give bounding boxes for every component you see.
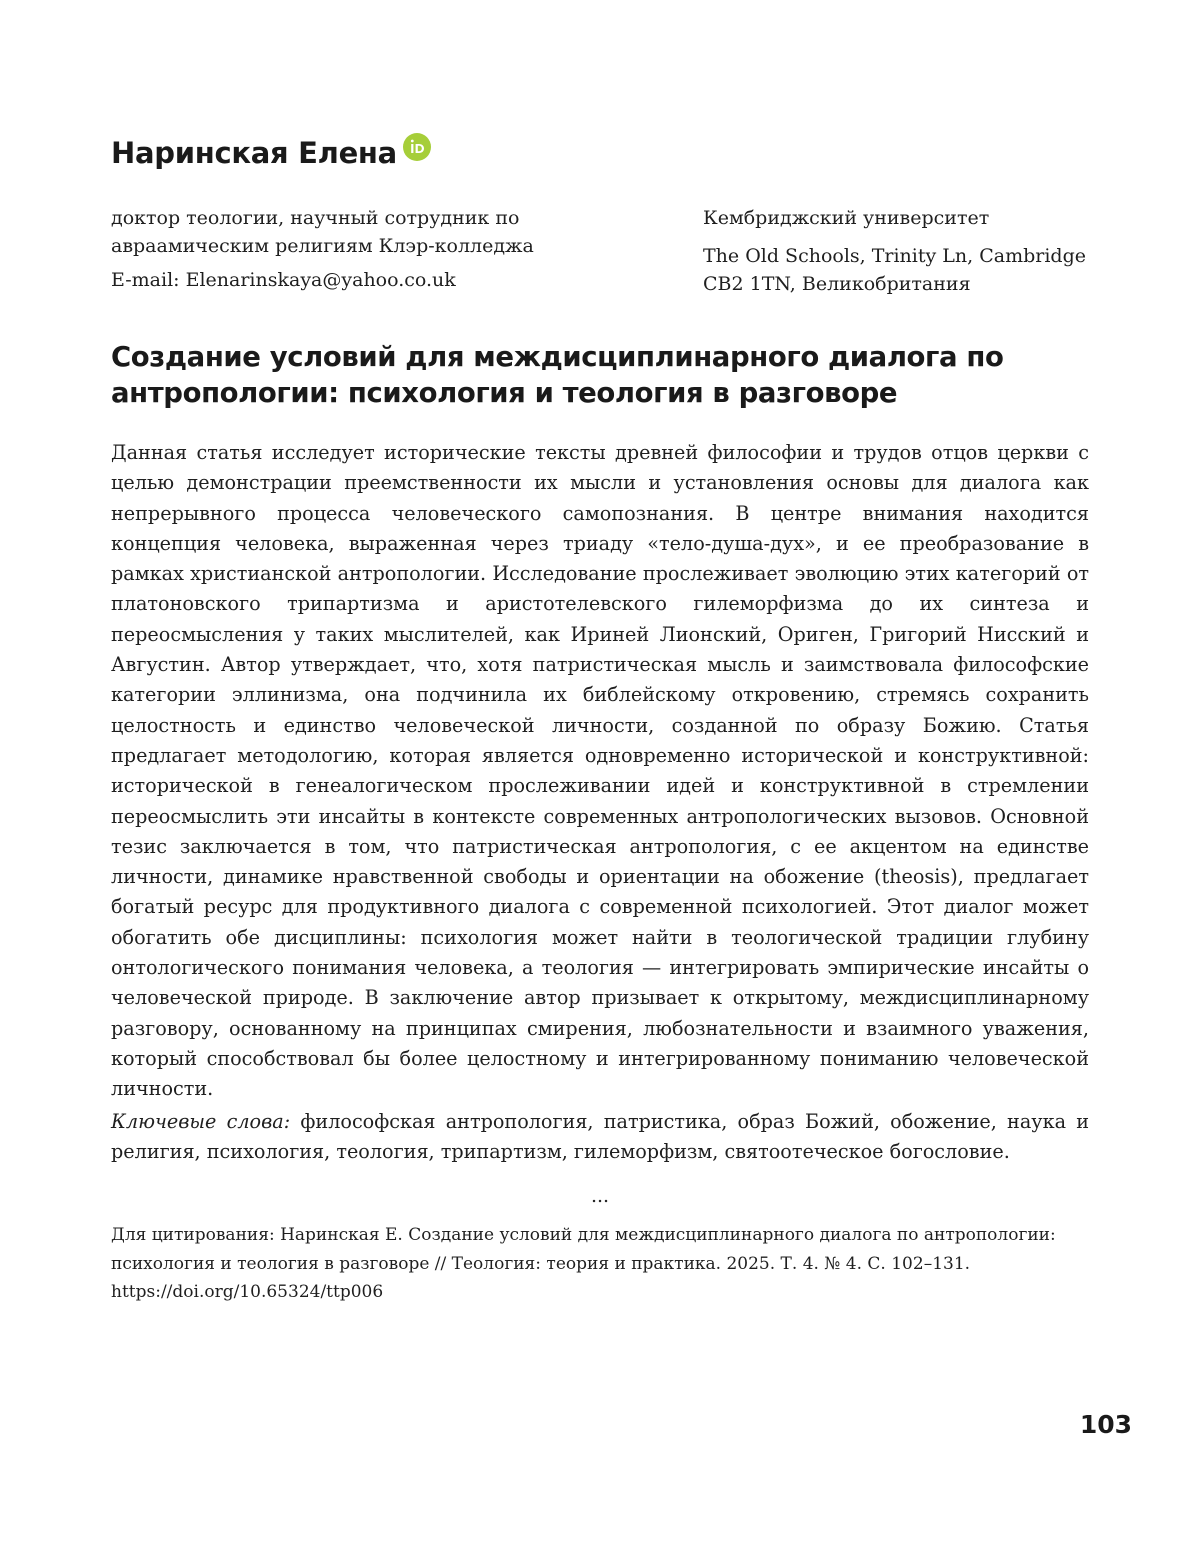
- article-title: Создание условий для междисциплинарного диалога по антропологии: психология и теология в разговоре: [111, 341, 1004, 409]
- author-name: Наринская Елена: [111, 136, 397, 170]
- section-separator: ...: [590, 1185, 610, 1207]
- author-email[interactable]: E-mail: Elenarinskaya@yahoo.co.uk: [111, 269, 456, 291]
- keywords-text: философская антропология, патристика, образ Божий, обожение, наука и религия, психология, теология, трипартизм, гилеморфизм, святоотеческое богословие.: [111, 1110, 1089, 1164]
- address-line-2: CB2 1TN, Великобритания: [703, 273, 971, 295]
- article-abstract: Данная статья исследует исторические тексты древней философии и трудов отцов церкви с целью демонстрации преемственности их мысли и установления основы для диалога как непрерывного процесса человеческого самопознания. В центре внимания находится концепция человека, выраженная через триаду «тело-душа-дух», и ее преобразование в рамках христианской антропологии. Исследование прослеживает эволюцию этих категорий от платоновского трипартизма и аристотелевского гилеморфизма до их синтеза и переосмысления у таких мыслителей, как Ириней Лионский, Ориген, Григорий Нисский и Августин. Автор утверждает, что, хотя патристическая мысль и заимствовала философские категории эллинизма, она подчинила их библейскому откровению, стремясь сохранить целостность и единство человеческой личности, созданной по образу Божию. Статья предлагает методологию, которая является одновременно исторической и конструктивной: исторической в генеалогическом прослеживании идей и конструктивной в стремлении переосмыслить эти инсайты в контексте современных антропологических вызовов. Основной тезис заключается в том, что патристическая антропология, с ее акцентом на единстве личности, динамике нравственной свободы и ориентации на обожение (theosis), предлагает богатый ресурс для продуктивного диалога с современной психологией. Этот диалог может обогатить обе дисциплины: психология может найти в теологической традиции глубину онтологического понимания человека, а теология — интегрировать эмпирические инсайты о человеческой природе. В заключение автор призывает к открытому, междисциплинарному разговору, основанному на принципах смирения, любознательности и взаимного уважения, который способствовал бы более целостному и интегрированному пониманию человеческой личности.: [111, 441, 1089, 1101]
- page-number: 103: [1079, 1410, 1132, 1439]
- keywords: [111, 1107, 1089, 1168]
- keywords-label: Ключевые слова:: [111, 1110, 291, 1133]
- author-institution: [703, 204, 1123, 298]
- author-position-line-2: авраамическим религиям Клэр-колледжа: [111, 235, 534, 257]
- orcid-icon[interactable]: [403, 133, 431, 161]
- citation: Для цитирования: Наринская Е. Создание условий для междисциплинарного диалога по антропологии: психология и теология в разговоре // Теология: теория и практика. 2025. Т. 4. № 4. С. 102–131. https://doi.org/10.65324/ttp006: [111, 1225, 1056, 1302]
- author-header: [111, 134, 431, 172]
- address-line-1: The Old Schools, Trinity Ln, Cambridge: [703, 245, 1086, 267]
- author-affiliation: [111, 204, 631, 294]
- institution-name: Кембриджский университет: [703, 207, 990, 229]
- author-position-line-1: доктор теологии, научный сотрудник по: [111, 207, 520, 229]
